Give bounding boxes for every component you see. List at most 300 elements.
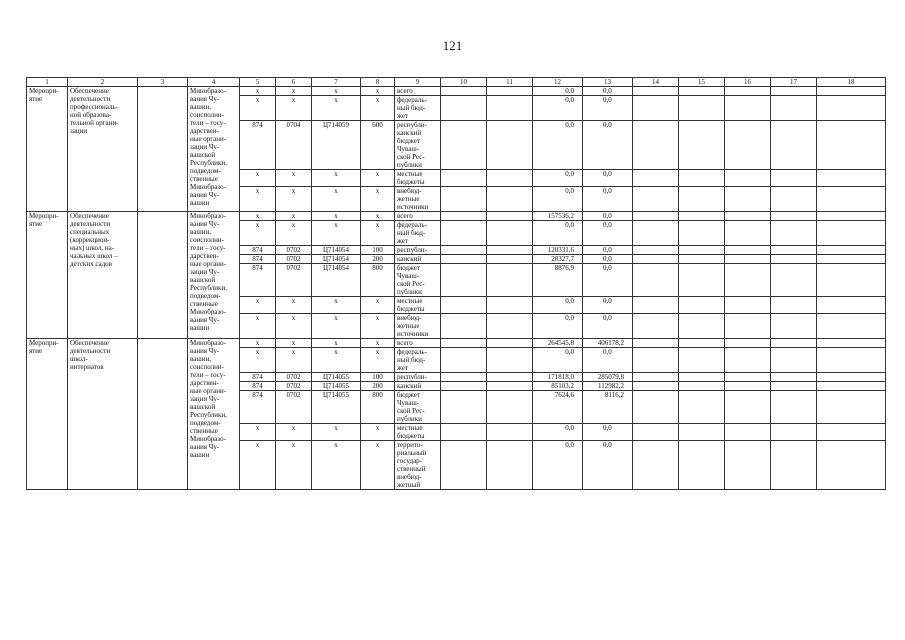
empty-cell [487,441,533,490]
funding-source-cell [395,441,441,490]
code-cell-c6: x [276,348,312,373]
empty-cell [679,424,725,441]
empty-cell [441,264,487,297]
column-header-13: 13 [583,78,633,87]
empty-cell [679,339,725,348]
cell-line: вания Чу- [190,443,220,451]
empty-cell [487,170,533,187]
empty-cell [441,391,487,424]
empty-cell [771,96,817,121]
empty-cell [771,212,817,221]
empty-cell [441,255,487,264]
code-cell-c5: x [240,187,276,212]
cell-line: дарствен- [190,379,219,387]
cell-line: ятие [29,220,43,228]
measure-type-cell [27,339,68,490]
code-cell-c6: 0702 [276,391,312,424]
empty-cell [817,264,886,297]
amount-cell-13: 0,0 [583,96,633,121]
cell-line: Минобразо- [190,308,226,316]
funding-source-cell [395,424,441,441]
amount-cell-12: 171818,0 [533,373,583,382]
amount-cell-12: 7624,6 [533,391,583,424]
code-cell-c7: x [312,297,361,314]
cell-line: бюджет [397,264,420,272]
code-cell-c7: x [312,314,361,339]
cell-line: соисполни- [190,236,224,244]
code-cell-c7: Ц714059 [312,121,361,170]
empty-cell [487,221,533,246]
cell-line: террито- [397,441,423,449]
empty-cell [725,348,771,373]
empty-cell [679,187,725,212]
cell-line: бюджеты [397,178,425,186]
code-cell-c7: x [312,170,361,187]
amount-cell-13: 0,0 [583,314,633,339]
empty-cell [679,246,725,255]
column-header-10: 10 [441,78,487,87]
code-cell-c8: x [361,96,395,121]
amount-cell-13: 0,0 [583,264,633,297]
amount-cell-13: 0,0 [583,297,633,314]
amount-cell-12: 0,0 [533,187,583,212]
cell-line: детских садов [70,260,112,268]
empty-cell [817,339,886,348]
amount-cell-12: 8876,9 [533,264,583,297]
empty-cell [441,339,487,348]
cell-line: вашской [190,151,216,159]
amount-cell-13: 0,0 [583,221,633,246]
cell-line: соисполни- [190,363,224,371]
cell-line: Минобразо- [190,87,226,95]
code-cell-c8: x [361,170,395,187]
code-cell-c8: x [361,339,395,348]
code-cell-c6: x [276,96,312,121]
cell-line: публики [397,161,422,169]
funding-source-cell [395,348,441,373]
cell-line: Чуваш- [397,272,420,280]
code-cell-c6: x [276,424,312,441]
code-cell-c8: x [361,87,395,96]
cell-line: бюджеты [397,305,425,313]
empty-cell [725,96,771,121]
cell-line: вашии, [190,355,211,363]
cell-line: тели – госу- [190,244,226,252]
empty-cell [679,96,725,121]
code-cell-c7: Ц714054 [312,255,361,264]
funding-source-cell [395,382,441,391]
cell-line: вашской [190,403,216,411]
code-cell-c7: Ц714054 [312,264,361,297]
empty-cell [633,221,679,246]
empty-cell [725,255,771,264]
empty-cell [633,424,679,441]
code-cell-c6: x [276,297,312,314]
empty-cell [725,382,771,391]
cell-line: зации Чу- [190,395,220,403]
cell-line: Чуваш- [397,145,420,153]
code-cell-c6: 0702 [276,382,312,391]
cell-line: вания Чу- [190,316,220,324]
empty-cell [633,255,679,264]
table-row [27,212,886,221]
column-3-cell [138,212,188,339]
cell-line: канский [397,129,422,137]
column-header-4: 4 [188,78,240,87]
column-header-7: 7 [312,78,361,87]
funding-source-cell [395,255,441,264]
column-header-15: 15 [679,78,725,87]
cell-line: ных) школ, на- [70,244,115,252]
measure-name-cell [68,87,138,212]
cell-line: риальный [397,449,427,457]
cell-line: Минобразо- [190,339,226,347]
code-cell-c7: x [312,96,361,121]
cell-line: республи- [397,121,427,129]
cell-line: вания Чу- [190,191,220,199]
empty-cell [817,297,886,314]
code-cell-c6: x [276,170,312,187]
empty-cell [679,170,725,187]
cell-line: вашии [190,324,210,332]
empty-cell [441,424,487,441]
empty-cell [487,121,533,170]
code-cell-c8: x [361,297,395,314]
code-cell-c7: x [312,441,361,490]
empty-cell [679,264,725,297]
table-row [27,339,886,348]
amount-cell-12: 28327,7 [533,255,583,264]
code-cell-c5: 874 [240,391,276,424]
code-cell-c5: x [240,297,276,314]
cell-line: тели – госу- [190,371,226,379]
code-cell-c8: 100 [361,373,395,382]
empty-cell [817,391,886,424]
empty-cell [633,121,679,170]
code-cell-c5: x [240,212,276,221]
empty-cell [633,348,679,373]
empty-cell [487,187,533,212]
empty-cell [725,87,771,96]
amount-cell-12: 0,0 [533,170,583,187]
funding-source-cell [395,264,441,297]
code-cell-c7: x [312,87,361,96]
code-cell-c5: 874 [240,255,276,264]
column-3-cell [138,339,188,490]
empty-cell [679,314,725,339]
amount-cell-13: 0,0 [583,170,633,187]
code-cell-c7: Ц714054 [312,246,361,255]
code-cell-c7: x [312,221,361,246]
cell-line: подведом- [190,419,221,427]
empty-cell [725,221,771,246]
empty-cell [679,255,725,264]
cell-line: соисполни- [190,111,224,119]
code-cell-c6: 0704 [276,121,312,170]
code-cell-c5: x [240,96,276,121]
code-cell-c6: x [276,187,312,212]
cell-line: интернатов [70,363,104,371]
empty-cell [441,246,487,255]
empty-cell [633,314,679,339]
cell-line: внебюд- [397,314,422,322]
cell-line: бюджет [397,391,420,399]
empty-cell [817,187,886,212]
cell-line: жетный [397,481,421,489]
amount-cell-12: 0,0 [533,441,583,490]
empty-cell [817,314,886,339]
cell-line: Обеспечение [70,339,109,347]
empty-cell [441,373,487,382]
amount-cell-13: 406178,2 [583,339,633,348]
cell-line: Обеспечение [70,212,109,220]
amount-cell-12: 0,0 [533,87,583,96]
funding-source-cell [395,170,441,187]
code-cell-c5: x [240,314,276,339]
code-cell-c7: x [312,424,361,441]
code-cell-c5: x [240,87,276,96]
code-cell-c5: 874 [240,246,276,255]
column-header-17: 17 [771,78,817,87]
empty-cell [771,441,817,490]
amount-cell-12: 0,0 [533,96,583,121]
cell-line: бюджет [397,137,420,145]
empty-cell [817,87,886,96]
amount-cell-13: 0,0 [583,246,633,255]
empty-cell [725,441,771,490]
empty-cell [817,424,886,441]
code-cell-c6: x [276,221,312,246]
empty-cell [771,373,817,382]
code-cell-c8: 200 [361,382,395,391]
code-cell-c7: x [312,187,361,212]
empty-cell [725,187,771,212]
funding-source-cell [395,314,441,339]
cell-line: Республики, [190,411,227,419]
empty-cell [817,212,886,221]
empty-cell [633,96,679,121]
cell-line: тели – госу- [190,119,226,127]
cell-line: федераль- [397,348,427,356]
measure-name-cell [68,339,138,490]
amount-cell-12: 0,0 [533,221,583,246]
empty-cell [487,424,533,441]
empty-cell [487,373,533,382]
code-cell-c5: x [240,348,276,373]
empty-cell [817,255,886,264]
column-header-6: 6 [276,78,312,87]
cell-line: ской Рес- [397,407,425,415]
amount-cell-12: 120331,6 [533,246,583,255]
empty-cell [679,373,725,382]
cell-line: ской Рес- [397,280,425,288]
empty-cell [633,382,679,391]
cell-line: бюджеты [397,432,425,440]
measure-type-cell [27,87,68,212]
table-row [27,87,886,96]
empty-cell [725,121,771,170]
executor-cell [188,212,240,339]
code-cell-c7: Ц714055 [312,382,361,391]
amount-cell-13: 0,0 [583,187,633,212]
empty-cell [679,391,725,424]
code-cell-c8: x [361,187,395,212]
cell-line: местные [397,170,423,178]
empty-cell [725,297,771,314]
empty-cell [679,297,725,314]
page-number: 121 [442,38,463,53]
table-body [27,78,886,490]
cell-line: ный бюд- [397,229,426,237]
cell-line: Меропри- [29,212,59,220]
amount-cell-12: 0,0 [533,348,583,373]
cell-line: дарствен- [190,127,219,135]
cell-line: местные [397,297,423,305]
code-cell-c8: x [361,424,395,441]
empty-cell [487,297,533,314]
empty-cell [725,314,771,339]
code-cell-c5: x [240,221,276,246]
code-cell-c6: 0702 [276,246,312,255]
cell-line: жет [397,237,408,245]
cell-line: внебюд- [397,187,422,195]
cell-line: вания Чу- [190,220,220,228]
code-cell-c8: 800 [361,391,395,424]
empty-cell [487,96,533,121]
cell-line: зации [70,127,88,135]
funding-source-cell [395,391,441,424]
empty-cell [771,314,817,339]
cell-line: вашии [190,199,210,207]
empty-cell [771,170,817,187]
code-cell-c8: x [361,441,395,490]
empty-cell [441,212,487,221]
empty-cell [817,221,886,246]
code-cell-c8: x [361,314,395,339]
header-row [27,78,886,87]
cell-line: Минобразо- [190,435,226,443]
amount-cell-13: 0,0 [583,424,633,441]
cell-line: публики [397,415,422,423]
executor-cell [188,339,240,490]
empty-cell [817,96,886,121]
cell-line: ственные [190,300,218,308]
cell-line: государ- [397,457,422,465]
empty-cell [679,348,725,373]
code-cell-c5: 874 [240,264,276,297]
empty-cell [679,212,725,221]
cell-line: Республики, [190,159,227,167]
code-cell-c7: x [312,339,361,348]
cell-line: местные [397,424,423,432]
empty-cell [441,221,487,246]
empty-cell [771,382,817,391]
amount-cell-12: 85103,2 [533,382,583,391]
cell-line: жет [397,364,408,372]
funding-source-cell [395,297,441,314]
empty-cell [441,87,487,96]
code-cell-c6: 0702 [276,264,312,297]
column-header-14: 14 [633,78,679,87]
column-header-12: 12 [533,78,583,87]
budget-table [26,77,886,490]
cell-line: чальных школ – [70,252,118,260]
cell-line: ятие [29,95,43,103]
empty-cell [487,339,533,348]
cell-line: профессиональ- [70,103,118,111]
amount-cell-12: 0,0 [533,314,583,339]
empty-cell [487,264,533,297]
column-header-9: 9 [395,78,441,87]
cell-line: специальных [70,228,110,236]
amount-cell-13: 285079,8 [583,373,633,382]
code-cell-c7: x [312,348,361,373]
cell-line: деятельности [70,347,111,355]
empty-cell [771,264,817,297]
empty-cell [487,391,533,424]
empty-cell [441,441,487,490]
empty-cell [771,87,817,96]
column-3-cell [138,87,188,212]
code-cell-c8: 600 [361,121,395,170]
empty-cell [633,391,679,424]
cell-line: публики [397,288,422,296]
code-cell-c6: x [276,87,312,96]
column-header-11: 11 [487,78,533,87]
empty-cell [817,373,886,382]
code-cell-c5: 874 [240,373,276,382]
cell-line: ятие [29,347,43,355]
funding-source-cell [395,246,441,255]
cell-line: вашской [190,276,216,284]
cell-line: Меропри- [29,339,59,347]
cell-line: ной образова- [70,111,112,119]
empty-cell [725,424,771,441]
cell-line: ные органи- [190,387,227,395]
cell-line: вашии, [190,103,211,111]
funding-source-cell [395,87,441,96]
empty-cell [725,391,771,424]
empty-cell [679,382,725,391]
empty-cell [487,255,533,264]
cell-line: федераль- [397,96,427,104]
code-cell-c8: 100 [361,246,395,255]
cell-line: ные органи- [190,135,227,143]
code-cell-c6: x [276,314,312,339]
funding-source-cell [395,187,441,212]
cell-line: канский [397,382,422,390]
empty-cell [771,187,817,212]
amount-cell-13: 8116,2 [583,391,633,424]
column-header-1: 1 [27,78,68,87]
cell-line: федераль- [397,221,427,229]
empty-cell [633,246,679,255]
cell-line: подведом- [190,292,221,300]
empty-cell [817,121,886,170]
cell-line: ственные [190,175,218,183]
empty-cell [771,246,817,255]
funding-source-cell [395,339,441,348]
empty-cell [725,264,771,297]
code-cell-c8: 200 [361,255,395,264]
cell-line: Минобразо- [190,212,226,220]
empty-cell [679,87,725,96]
cell-line: Республики, [190,284,227,292]
amount-cell-12: 0,0 [533,424,583,441]
code-cell-c7: x [312,212,361,221]
amount-cell-13: 0,0 [583,87,633,96]
column-header-16: 16 [725,78,771,87]
